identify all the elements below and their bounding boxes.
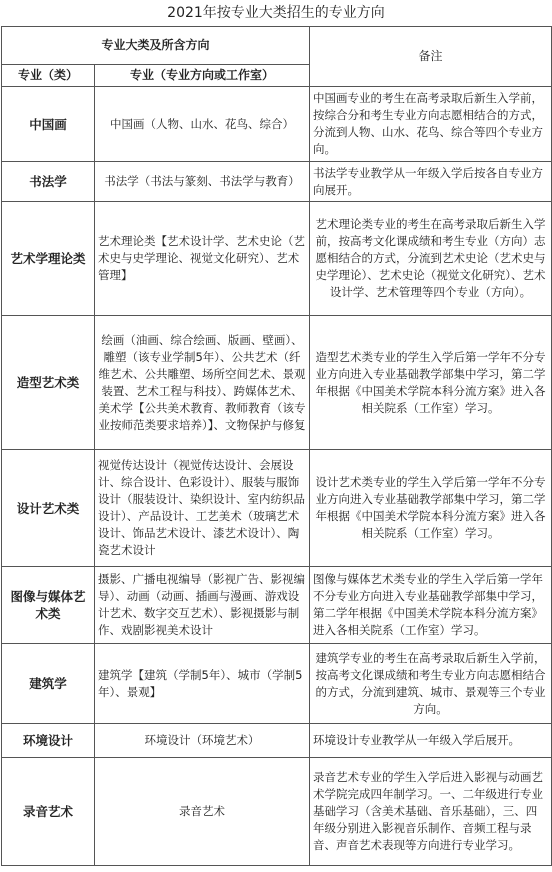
- notes-cell: 录音艺术专业的学生入学后进入影视与动画艺术学院完成四年制学习。一、二年级进行专业基础学习（含美术基础、音乐基础），三、四年级分别进入影视音乐制作、音频工程与录音、声音艺术表现等方向进行专业学习。: [310, 758, 552, 866]
- major-cell: 设计艺术类: [2, 450, 95, 567]
- header-row-group: [2, 27, 552, 65]
- notes-cell: 建筑学专业的考生在高考录取后新生入学前，按高考文化课成绩和考生专业方向志愿相结合的方式，分流到建筑、城市、景观等三个专业方向。: [310, 644, 552, 724]
- table-row: [2, 644, 552, 724]
- table-row: [2, 758, 552, 866]
- notes-cell: 设计艺术类专业的学生入学后第一学年不分专业方向进入专业基础教学部集中学习，第二学年根据《中国美术学院本科分流方案》进入各相关院系（工作室）学习。: [310, 450, 552, 567]
- direction-cell: 书法学（书法与篆刻、书法学与教育）: [95, 162, 310, 202]
- header-group: 专业大类及所含方向: [2, 27, 310, 65]
- major-cell: 艺术学理论类: [2, 202, 95, 316]
- notes-cell: 艺术理论类专业的考生在高考录取后新生入学前，按高考文化课成绩和考生专业（方向）志愿相结合的方式，分流到艺术史论（艺术史与史学理论）、艺术史论（视觉文化研究）、艺术设计学、艺术管理等四个专业（方向）。: [310, 202, 552, 316]
- notes-cell: 造型艺术类专业的学生入学后第一学年不分专业方向进入专业基础教学部集中学习，第二学年根据《中国美术学院本科分流方案》进入各相关院系（工作室）学习。: [310, 316, 552, 450]
- header-notes: 备注: [310, 27, 552, 87]
- notes-cell: 环境设计专业教学从一年级入学后展开。: [310, 724, 552, 758]
- direction-cell: 建筑学【建筑（学制5年）、城市（学制5年）、景观】: [95, 644, 310, 724]
- major-cell: 书法学: [2, 162, 95, 202]
- major-cell: 建筑学: [2, 644, 95, 724]
- table-row: [2, 450, 552, 567]
- direction-cell: 艺术理论类【艺术设计学、艺术史论（艺术史与史学理论、视觉文化研究）、艺术管理】: [95, 202, 310, 316]
- notes-cell: 中国画专业的考生在高考录取后新生入学前，按综合分和考生专业方向志愿相结合的方式，分流到人物、山水、花鸟、综合等四个专业方向。: [310, 87, 552, 162]
- major-cell: 环境设计: [2, 724, 95, 758]
- table-row: [2, 162, 552, 202]
- header-direction: 专业（专业方向或工作室）: [95, 65, 310, 87]
- table-row: [2, 567, 552, 644]
- direction-cell: 录音艺术: [95, 758, 310, 866]
- page-title: 2021年按专业大类招生的专业方向: [167, 5, 385, 21]
- table-row: [2, 87, 552, 162]
- direction-cell: 中国画（人物、山水、花鸟、综合）: [95, 87, 310, 162]
- header-major: 专业（类）: [2, 65, 95, 87]
- table-row: [2, 316, 552, 450]
- table-row: [2, 202, 552, 316]
- major-cell: 图像与媒体艺术类: [2, 567, 95, 644]
- notes-cell: 书法学专业教学从一年级入学后按各自专业方向展开。: [310, 162, 552, 202]
- major-cell: 录音艺术: [2, 758, 95, 866]
- direction-cell: 视觉传达设计（视觉传达设计、会展设计、综合设计、色彩设计）、服装与服饰设计（服装设计、染织设计、室内纺织品设计）、产品设计、工艺美术（玻璃艺术设计、饰品艺术设计、漆艺术设计）、陶瓷艺术设计: [95, 450, 310, 567]
- notes-cell: 图像与媒体艺术类专业的学生入学后第一学年不分专业方向进入专业基础教学部集中学习，第二学年根据《中国美术学院本科分流方案》进入各相关院系（工作室）学习。: [310, 567, 552, 644]
- direction-cell: 摄影、广播电视编导（影视广告、影视编导）、动画（动画、插画与漫画、游戏设计艺术、数字交互艺术）、影视摄影与制作、戏剧影视美术设计: [95, 567, 310, 644]
- direction-cell: 绘画（油画、综合绘画、版画、壁画）、雕塑（该专业学制5年）、公共艺术（纤维艺术、公共雕塑、场所空间艺术、景观装置、艺术工程与科技）、跨媒体艺术、美术学【公共美术教育、教师教育（该专业按师范类要求培养）】、文物保护与修复: [95, 316, 310, 450]
- major-cell: 中国画: [2, 87, 95, 162]
- table-row: [2, 724, 552, 758]
- major-cell: 造型艺术类: [2, 316, 95, 450]
- majors-table: [1, 26, 552, 866]
- direction-cell: 环境设计（环境艺术）: [95, 724, 310, 758]
